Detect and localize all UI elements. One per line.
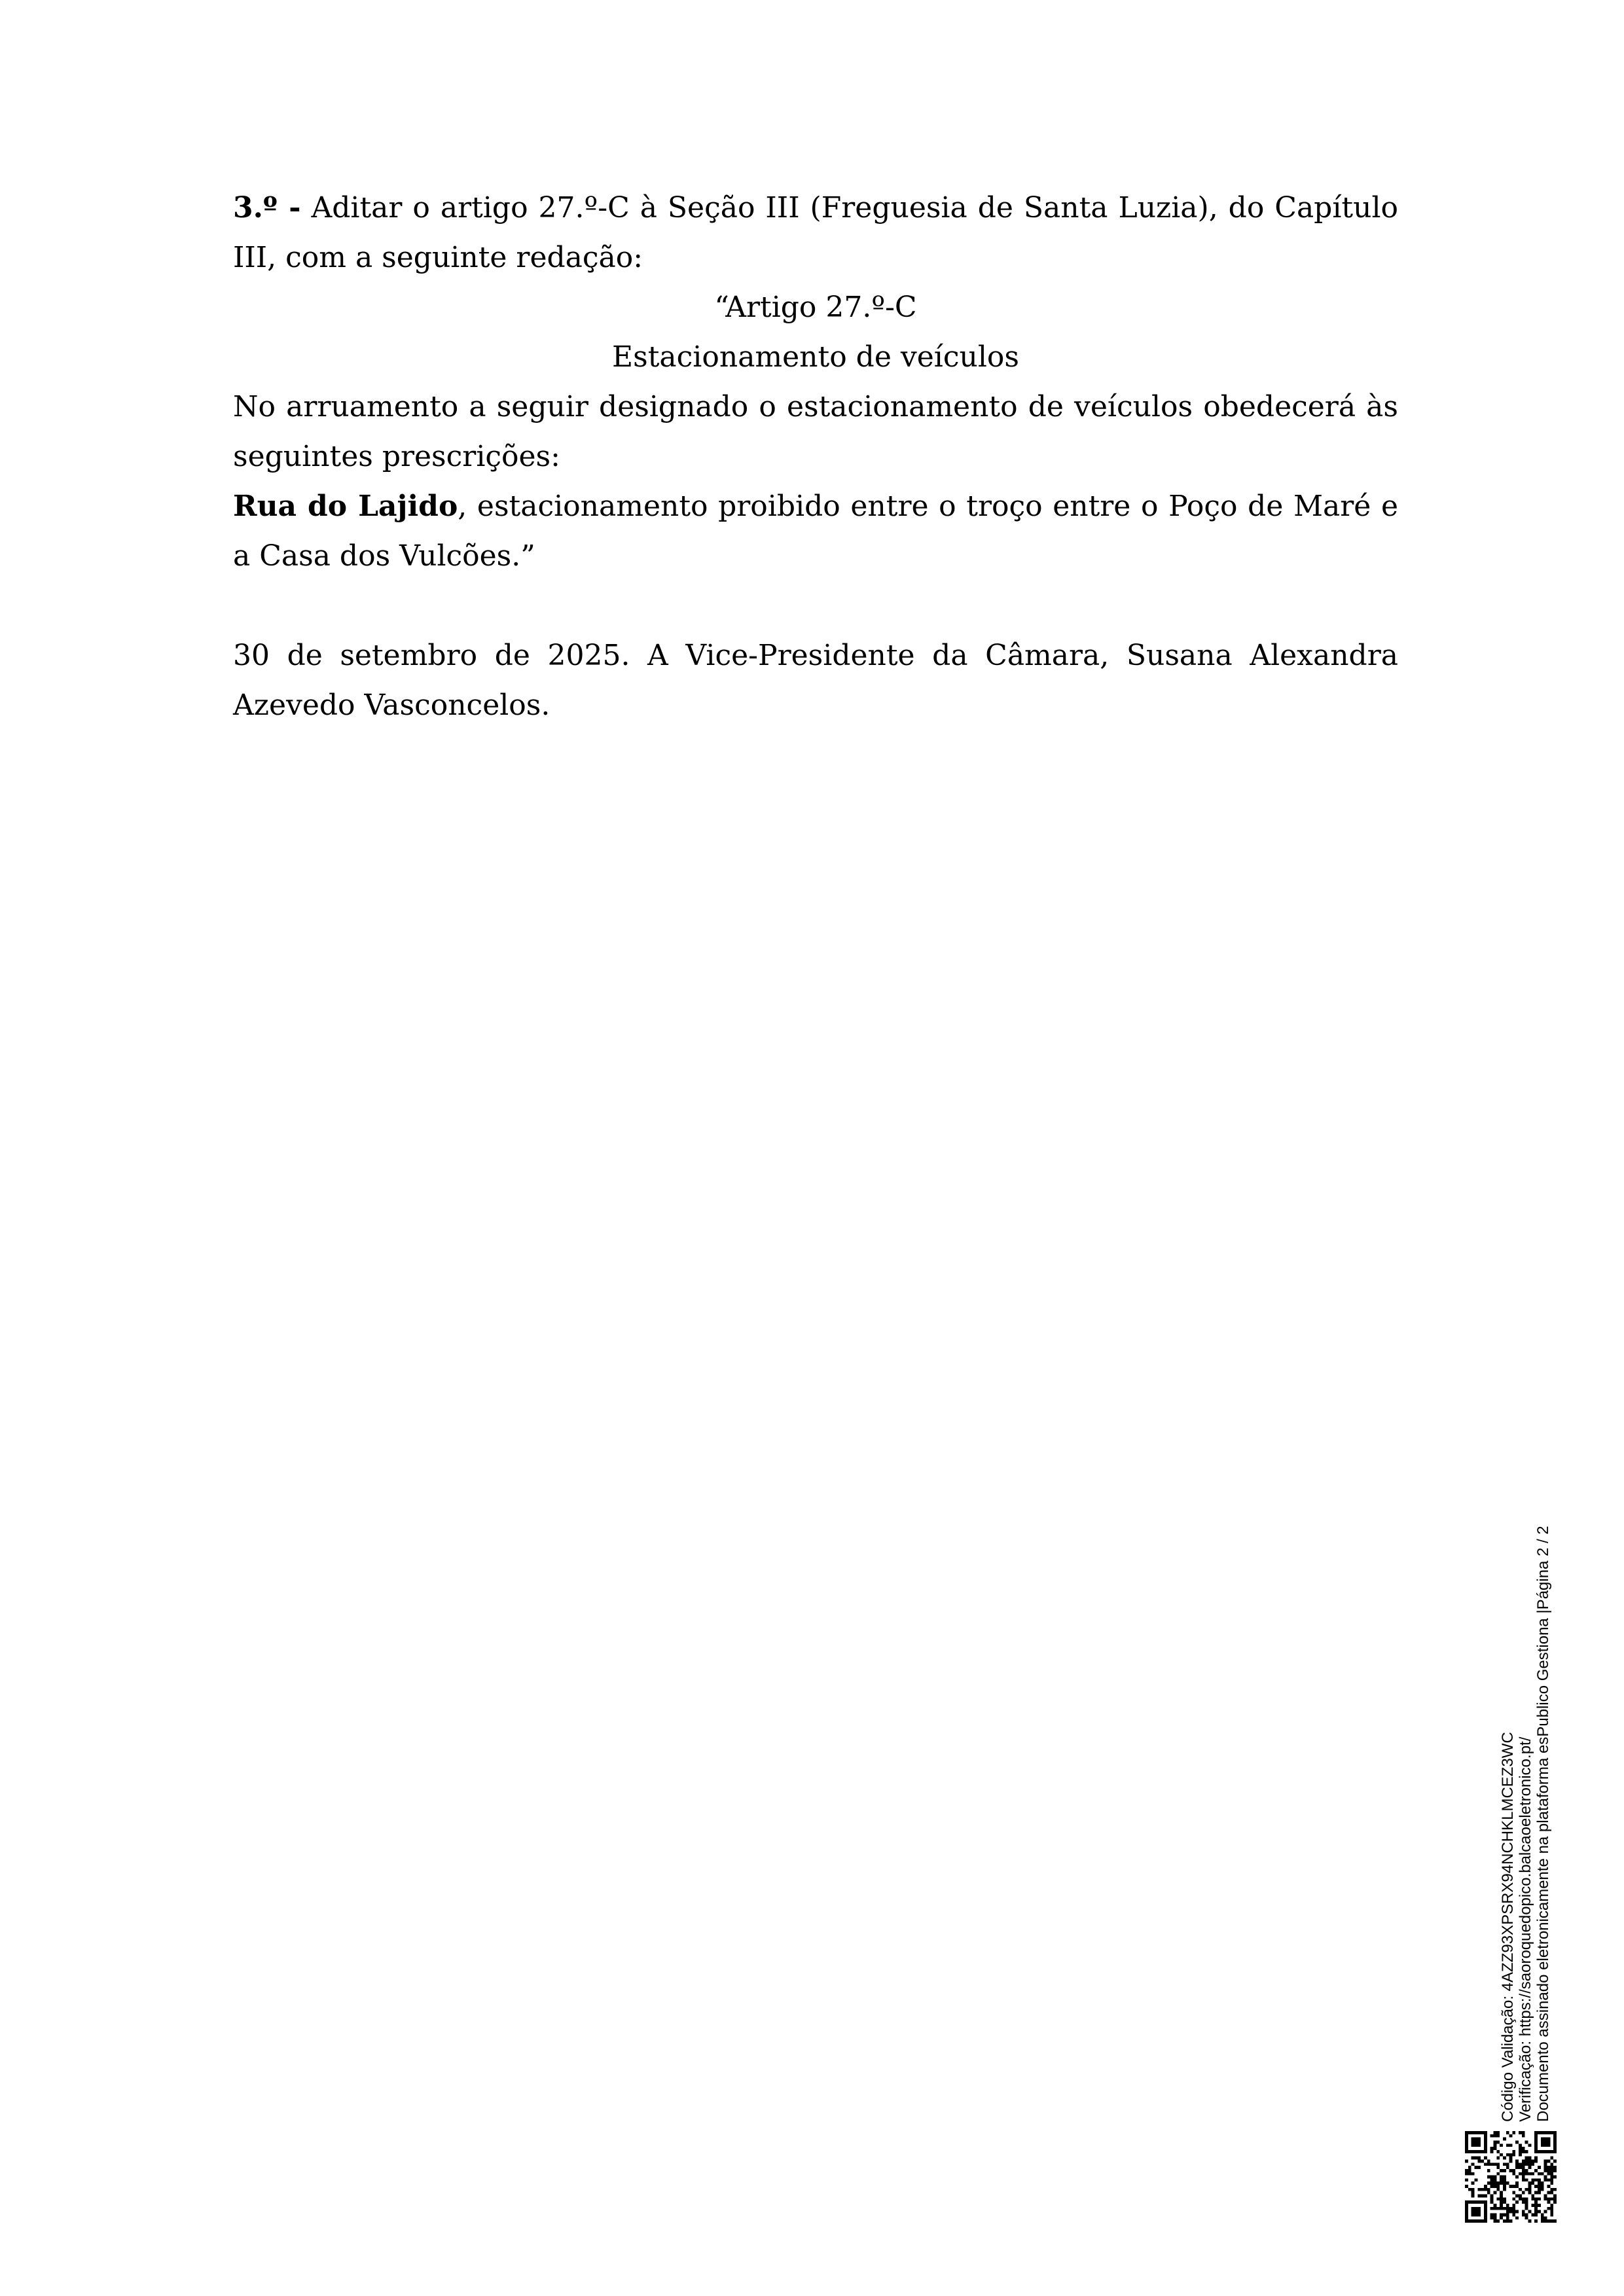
document-body — [233, 183, 1398, 730]
street-rule: , estacionamento proibido entre o troço entre o Poço de Maré e a Casa dos Vulcões.” — [233, 490, 1399, 573]
verification-url: Verificação: https://saoroquedopico.balcaoeletronico.pt/ — [1517, 1736, 1534, 2122]
closing-signature: 30 de setembro de 2025. A Vice-Presidente da Câmara, Susana Alexandra Azevedo Vasconcelos. — [233, 639, 1398, 722]
article-paragraph: No arruamento a seguir designado o estacionamento de veículos obedecerá às seguintes prescrições: — [233, 390, 1398, 473]
signature-note: Documento assinado eletronicamente na plataforma esPublico Gestiona |Página 2 / 2 — [1534, 1526, 1552, 2122]
validation-note — [1499, 1494, 1552, 2122]
section-intro — [233, 183, 1398, 283]
section-number: 3.º - — [233, 191, 301, 224]
article-subtitle: Estacionamento de veículos — [612, 340, 1019, 374]
qr-code-icon — [1465, 2131, 1557, 2223]
street-name: Rua do Lajido — [233, 490, 458, 523]
article-title: “Artigo 27.º-C — [714, 291, 917, 324]
article-rule — [233, 482, 1398, 581]
section-intro-text: Aditar o artigo 27.º-C à Seção III (Freguesia de Santa Luzia), do Capítulo III, com a seguinte redação: — [233, 191, 1399, 274]
paragraph-spacer — [233, 581, 1398, 631]
validation-code: Código Validação: 4AZZ93XPSRX94NCHKLMCEZ3WC — [1499, 1732, 1517, 2122]
